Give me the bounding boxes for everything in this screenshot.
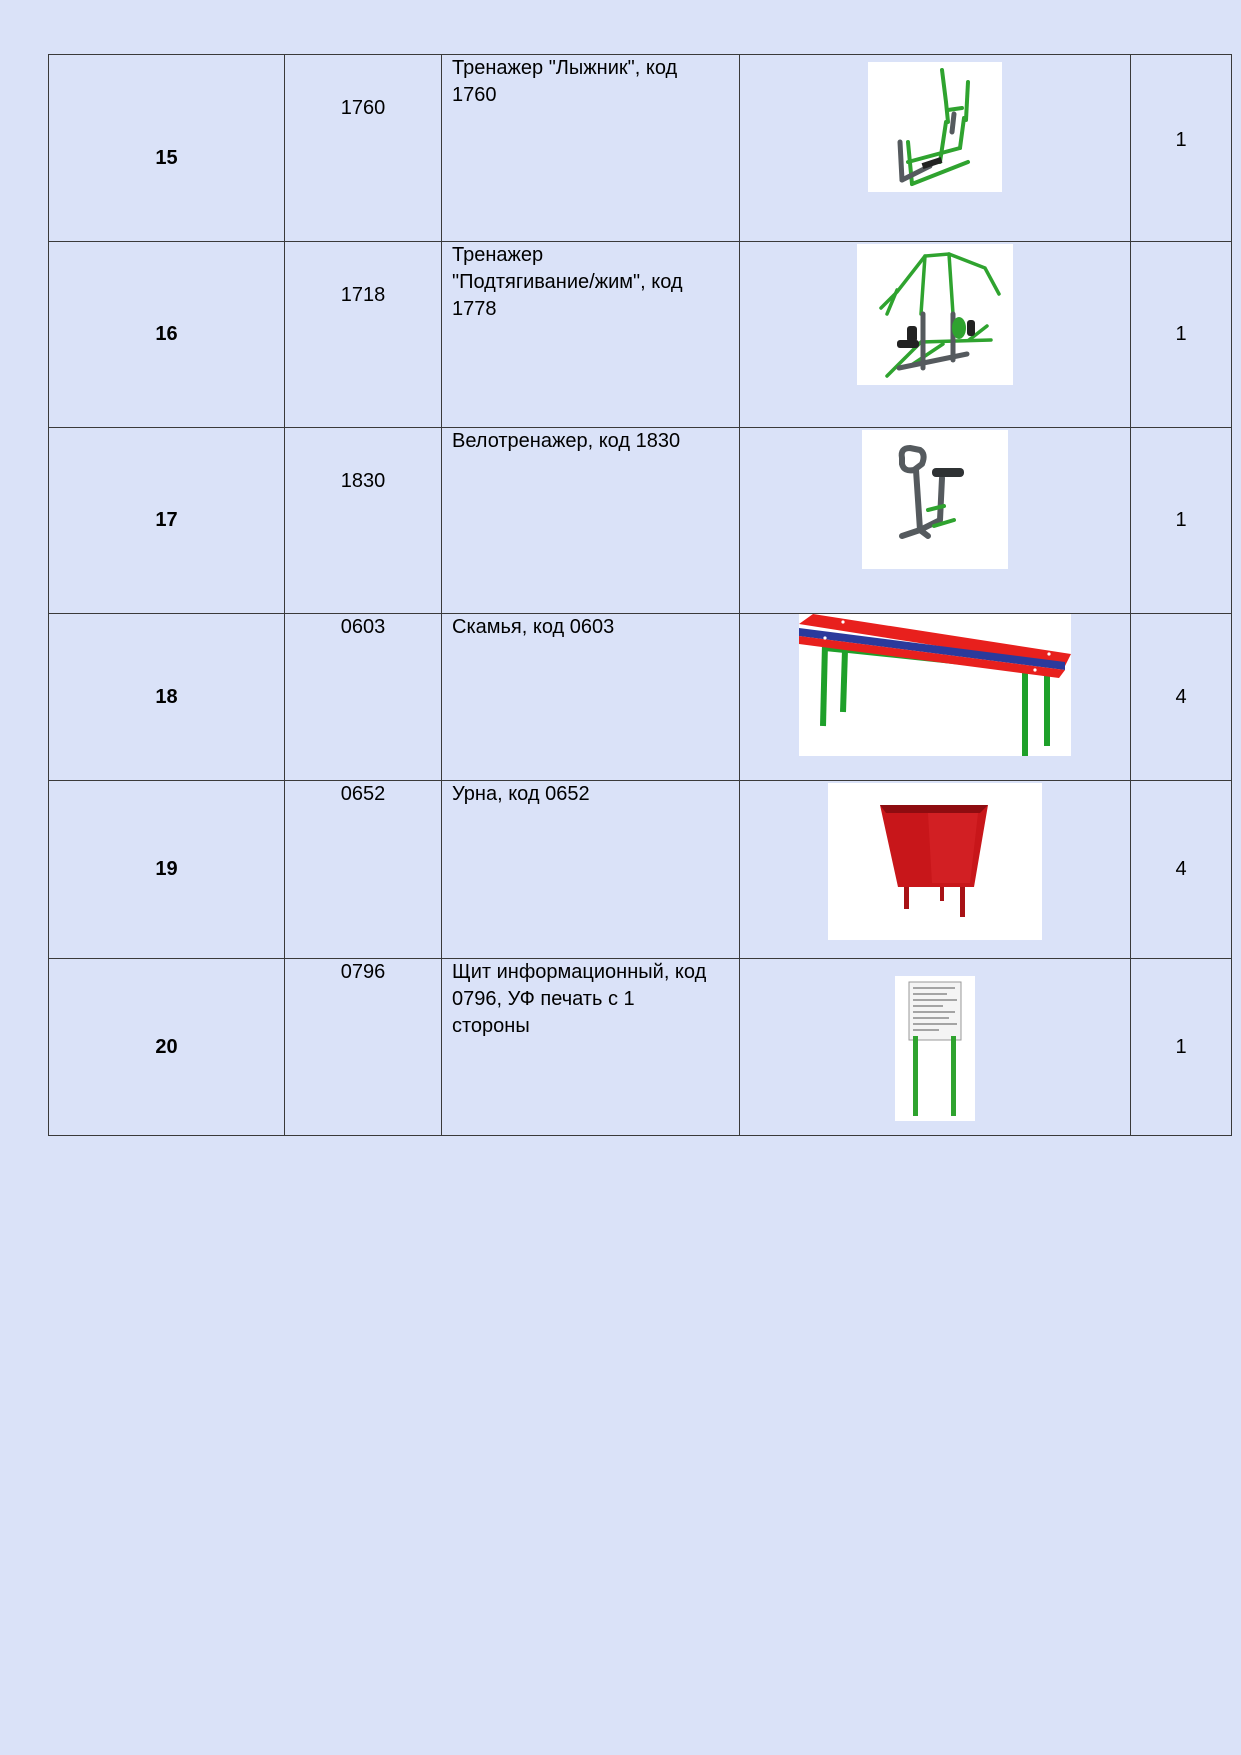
row-number: 20	[155, 1035, 178, 1058]
image-cell	[740, 781, 1131, 959]
bench-illustration	[799, 614, 1071, 756]
item-quantity: 4	[1175, 685, 1187, 708]
image-cell	[740, 55, 1131, 242]
row-number: 19	[155, 858, 178, 880]
row-number-cell	[49, 428, 285, 614]
item-quantity: 1	[1175, 323, 1187, 345]
item-code: 0796	[340, 961, 386, 983]
quantity-cell	[1131, 614, 1232, 781]
item-name-line: Велотренажер, код 1830	[452, 430, 681, 452]
row-number-cell	[49, 959, 285, 1136]
item-quantity: 4	[1175, 858, 1187, 880]
ski-trainer-illustration	[868, 62, 1002, 192]
table-row	[49, 959, 1232, 1136]
name-cell	[442, 959, 740, 1136]
item-name-line: Тренажер	[452, 244, 544, 266]
item-name-line: 0796, УФ печать с 1	[452, 988, 635, 1010]
item-name-line: "Подтягивание/жим", код	[452, 271, 683, 293]
item-name-line: 1760	[452, 84, 497, 106]
table-row	[49, 55, 1232, 242]
row-number: 18	[155, 685, 178, 708]
row-number-cell	[49, 614, 285, 781]
item-code: 0603	[340, 616, 386, 638]
item-name-line: стороны	[452, 1015, 530, 1037]
code-cell	[285, 428, 442, 614]
table-row	[49, 242, 1232, 428]
pullup-press-trainer-illustration	[857, 244, 1013, 385]
item-quantity: 1	[1175, 1035, 1187, 1058]
row-number-cell	[49, 781, 285, 959]
quantity-cell	[1131, 959, 1232, 1136]
code-cell	[285, 614, 442, 781]
item-code: 1718	[340, 284, 386, 306]
code-cell	[285, 55, 442, 242]
item-quantity: 1	[1175, 128, 1187, 151]
image-cell	[740, 428, 1131, 614]
item-name-line: 1778	[452, 298, 497, 320]
table-row	[49, 614, 1232, 781]
image-cell	[740, 242, 1131, 428]
name-cell	[442, 614, 740, 781]
name-cell	[442, 781, 740, 959]
item-code: 1830	[340, 470, 386, 492]
info-board-illustration	[895, 976, 975, 1121]
image-cell	[740, 614, 1131, 781]
name-cell	[442, 55, 740, 242]
row-number-cell	[49, 55, 285, 242]
quantity-cell	[1131, 242, 1232, 428]
code-cell	[285, 242, 442, 428]
table-row	[49, 428, 1232, 614]
quantity-cell	[1131, 55, 1232, 242]
row-number: 17	[155, 509, 178, 531]
item-code: 0652	[340, 783, 386, 805]
name-cell	[442, 242, 740, 428]
code-cell	[285, 781, 442, 959]
row-number-cell	[49, 242, 285, 428]
equipment-table	[48, 54, 1232, 1136]
quantity-cell	[1131, 781, 1232, 959]
trash-bin-illustration	[828, 783, 1042, 940]
table-row	[49, 781, 1232, 959]
item-name-line: Щит информационный, код	[452, 961, 707, 983]
item-name-line: Скамья, код 0603	[452, 616, 615, 638]
image-cell	[740, 959, 1131, 1136]
row-number: 16	[155, 323, 178, 345]
code-cell	[285, 959, 442, 1136]
quantity-cell	[1131, 428, 1232, 614]
item-quantity: 1	[1175, 509, 1187, 531]
name-cell	[442, 428, 740, 614]
row-number: 15	[155, 146, 178, 169]
item-name-line: Тренажер "Лыжник", код	[452, 57, 678, 79]
exercise-bike-illustration	[862, 430, 1008, 569]
item-code: 1760	[340, 97, 386, 119]
item-name-line: Урна, код 0652	[452, 783, 590, 805]
